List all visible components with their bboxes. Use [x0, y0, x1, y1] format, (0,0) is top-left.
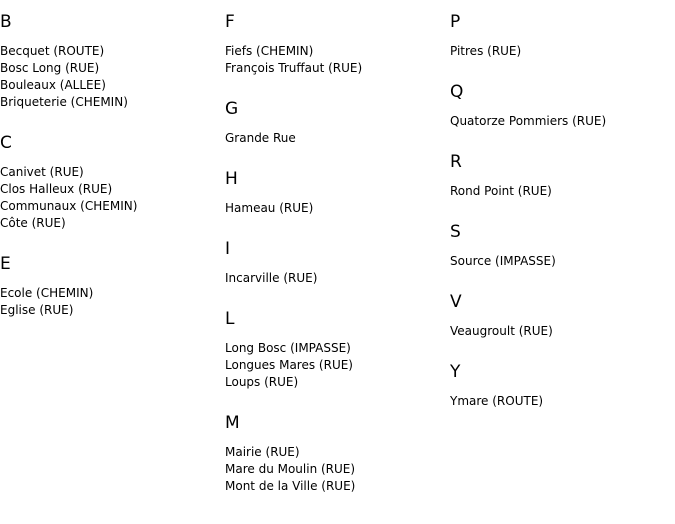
letter-heading: Y: [450, 362, 461, 382]
street-list: [450, 253, 675, 270]
letter-group: [225, 239, 450, 287]
street-link[interactable]: Bouleaux (ALLEE): [0, 78, 106, 92]
letter-group: [450, 12, 675, 60]
letter-group: [0, 12, 225, 111]
index-column: [225, 0, 450, 495]
letter-heading: F: [225, 12, 235, 32]
street-list: [225, 43, 450, 77]
letter-heading: M: [225, 413, 240, 433]
street-link[interactable]: Canivet (RUE): [0, 165, 84, 179]
letter-group: [450, 152, 675, 200]
street-list: [225, 130, 450, 147]
letter-group: [450, 362, 675, 410]
street-link[interactable]: Rond Point (RUE): [450, 184, 552, 198]
street-link[interactable]: Bosc Long (RUE): [0, 61, 100, 75]
street-link[interactable]: Incarville (RUE): [225, 271, 318, 285]
street-link[interactable]: Quatorze Pommiers (RUE): [450, 114, 607, 128]
street-link[interactable]: Becquet (ROUTE): [0, 44, 105, 58]
letter-heading: H: [225, 169, 238, 189]
street-link[interactable]: Loups (RUE): [225, 375, 299, 389]
letter-heading: E: [0, 254, 11, 274]
street-list: [450, 183, 675, 200]
street-link[interactable]: Mont de la Ville (RUE): [225, 479, 356, 493]
street-list: [225, 270, 450, 287]
letter-group: [0, 254, 225, 319]
letter-heading: G: [225, 99, 239, 119]
street-link[interactable]: Hameau (RUE): [225, 201, 314, 215]
street-list: [450, 43, 675, 60]
letter-heading: S: [450, 222, 461, 242]
street-link[interactable]: Ymare (ROUTE): [450, 394, 544, 408]
street-link[interactable]: Pitres (RUE): [450, 44, 522, 58]
letter-heading: B: [0, 12, 12, 32]
street-list: [450, 113, 675, 130]
letter-heading: Q: [450, 82, 464, 102]
letter-group: [225, 12, 450, 77]
street-link[interactable]: Briqueterie (CHEMIN): [0, 95, 128, 109]
street-list: [0, 43, 225, 111]
street-link[interactable]: Veaugroult (RUE): [450, 324, 553, 338]
street-list: [0, 164, 225, 232]
street-list: [0, 285, 225, 319]
street-list: [450, 323, 675, 340]
street-link[interactable]: Côte (RUE): [0, 216, 66, 230]
street-link[interactable]: Long Bosc (IMPASSE): [225, 341, 351, 355]
letter-heading: C: [0, 133, 12, 153]
index-column: [0, 0, 225, 319]
street-list: [225, 340, 450, 391]
letter-heading: P: [450, 12, 461, 32]
letter-heading: R: [450, 152, 462, 172]
street-list: [450, 393, 675, 410]
letter-group: [225, 413, 450, 495]
street-link[interactable]: Communaux (CHEMIN): [0, 199, 138, 213]
letter-group: [225, 309, 450, 391]
street-link[interactable]: Mare du Moulin (RUE): [225, 462, 356, 476]
index-column: [450, 0, 675, 410]
street-list: [225, 444, 450, 495]
letter-group: [225, 99, 450, 147]
street-link[interactable]: Mairie (RUE): [225, 445, 300, 459]
street-link[interactable]: Eglise (RUE): [0, 303, 74, 317]
street-link[interactable]: François Truffaut (RUE): [225, 61, 363, 75]
street-link[interactable]: Ecole (CHEMIN): [0, 286, 94, 300]
street-link[interactable]: Grande Rue: [225, 131, 296, 145]
street-link[interactable]: Longues Mares (RUE): [225, 358, 353, 372]
street-link[interactable]: Clos Halleux (RUE): [0, 182, 113, 196]
letter-heading: V: [450, 292, 462, 312]
street-list: [225, 200, 450, 217]
letter-group: [450, 82, 675, 130]
letter-group: [450, 222, 675, 270]
letter-group: [450, 292, 675, 340]
letter-heading: L: [225, 309, 235, 329]
letter-group: [225, 169, 450, 217]
letter-group: [0, 133, 225, 232]
street-link[interactable]: Fiefs (CHEMIN): [225, 44, 314, 58]
street-link[interactable]: Source (IMPASSE): [450, 254, 556, 268]
letter-heading: I: [225, 239, 231, 259]
